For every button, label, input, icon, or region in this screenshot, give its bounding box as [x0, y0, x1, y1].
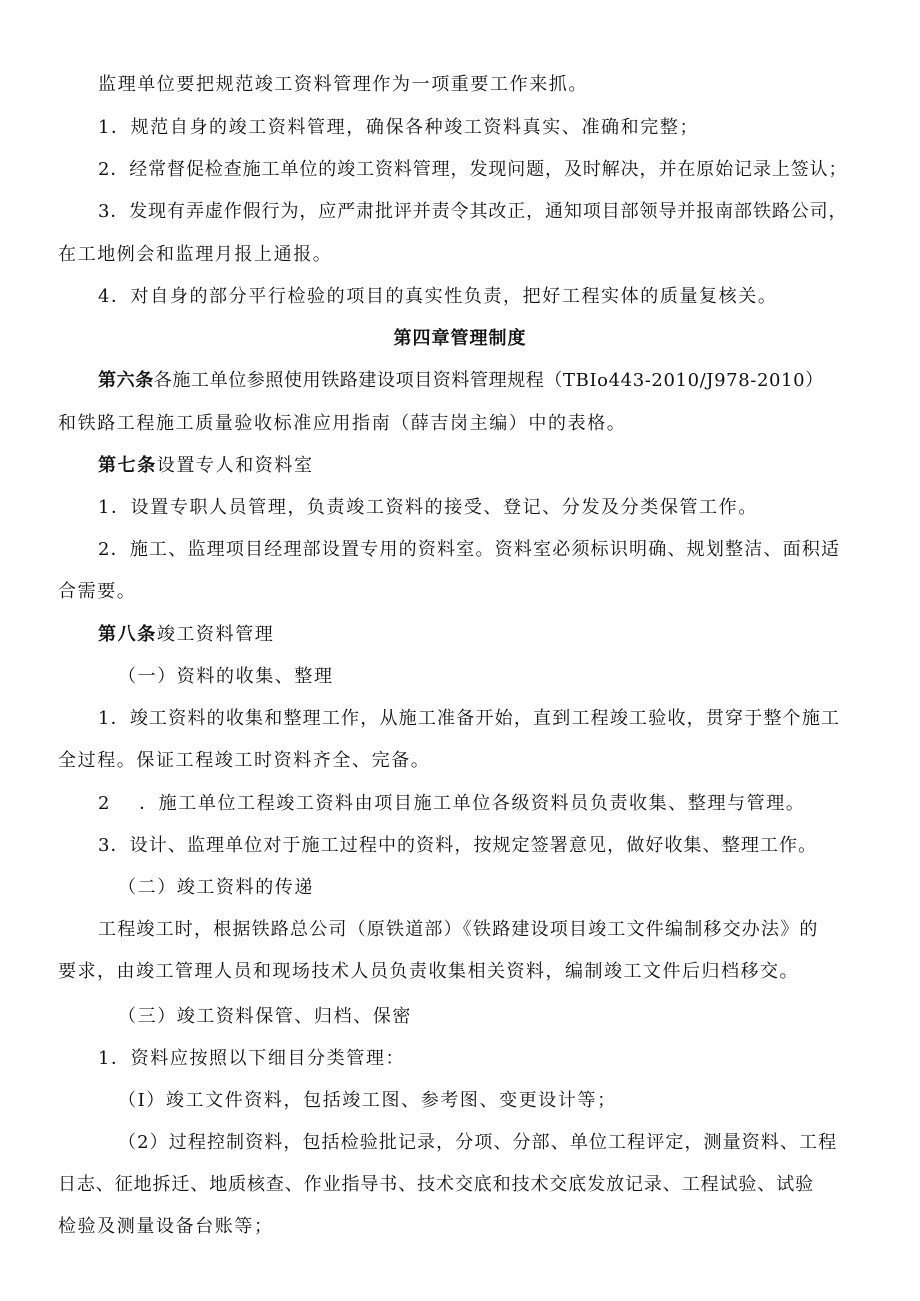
paragraph-line: 要求，由竣工管理人员和现场技术人员负责收集相关资料，编制竣工文件后归档移交。	[58, 961, 799, 982]
paragraph-line	[98, 623, 868, 647]
item-number: 2	[98, 793, 112, 814]
paragraph-line: 和铁路工程施工质量验收标准应用指南（薛吉岗主编）中的表格。	[58, 413, 627, 434]
paragraph-line: 全过程。保证工程竣工时资料齐全、完备。	[58, 750, 431, 771]
paragraph-line: （二）竣工资料的传递	[118, 877, 314, 898]
chapter-heading: 第四章管理制度	[393, 328, 527, 349]
paragraph-line: 监理单位要把规范竣工资料管理作为一项重要工作来抓。	[98, 74, 588, 95]
paragraph-line	[98, 792, 868, 816]
paragraph-line	[98, 454, 868, 478]
paragraph-line: （一）资料的收集、整理	[118, 666, 334, 687]
article-text: 设置专人和资料室	[156, 455, 314, 476]
paragraph-line	[98, 369, 868, 393]
paragraph-line: （2）过程控制资料，包括检验批记录，分项、分部、单位工程评定，测量资料、工程	[118, 1132, 838, 1153]
article-label: 第七条	[98, 455, 157, 476]
paragraph-line: 1．竣工资料的收集和整理工作，从施工准备开始，直到工程竣工验收，贯穿于整个施工	[98, 708, 841, 729]
paragraph-line: 3．发现有弄虚作假行为，应严肃批评并责令其改正，通知项目部领导并报南部铁路公司，	[98, 201, 848, 222]
paragraph-line: 工程竣工时，根据铁路总公司（原铁道部）《铁路建设项目竣工文件编制移交办法》的	[98, 919, 819, 940]
paragraph-line: 合需要。	[58, 581, 137, 602]
paragraph-line: 1．资料应按照以下细目分类管理：	[98, 1048, 406, 1069]
article-label: 第六条	[98, 370, 154, 391]
paragraph-line: 1．规范自身的竣工资料管理，确保各种竣工资料真实、准确和完整；	[98, 117, 700, 138]
paragraph-line: 日志、征地拆迁、地质核查、作业指导书、技术交底和技术交底发放记录、工程试验、试验	[58, 1174, 814, 1195]
paragraph-line: 2．经常督促检查施工单位的竣工资料管理，发现问题，及时解决，并在原始记录上签认；	[98, 159, 848, 180]
item-text: ．施工单位工程竣工资料由项目施工单位各级资料员负责收集、整理与管理。	[139, 793, 806, 814]
paragraph-line: 1．设置专职人员管理，负责竣工资料的接受、登记、分发及分类保管工作。	[98, 497, 758, 518]
paragraph-line: 在工地例会和监理月报上通报。	[58, 244, 333, 265]
paragraph-line: 3．设计、监理单位对于施工过程中的资料，按规定签署意见，做好收集、整理工作。	[98, 835, 818, 856]
paragraph-line: 4．对自身的部分平行检验的项目的真实性负责，把好工程实体的质量复核关。	[98, 286, 778, 307]
article-text: 各施工单位参照使用铁路建设项目资料管理规程（TBIo443-2010/J978-2010）	[153, 370, 824, 391]
article-text: 竣工资料管理	[156, 624, 275, 645]
paragraph-line: 检验及测量设备台账等；	[58, 1216, 274, 1237]
article-label: 第八条	[98, 624, 157, 645]
paragraph-line: （I）竣工文件资料，包括竣工图、参考图、变更设计等；	[118, 1090, 617, 1111]
paragraph-line: （三）竣工资料保管、归档、保密	[118, 1006, 412, 1027]
paragraph-line: 2．施工、监理项目经理部设置专用的资料室。资料室必须标识明确、规划整洁、面积适	[98, 539, 841, 560]
